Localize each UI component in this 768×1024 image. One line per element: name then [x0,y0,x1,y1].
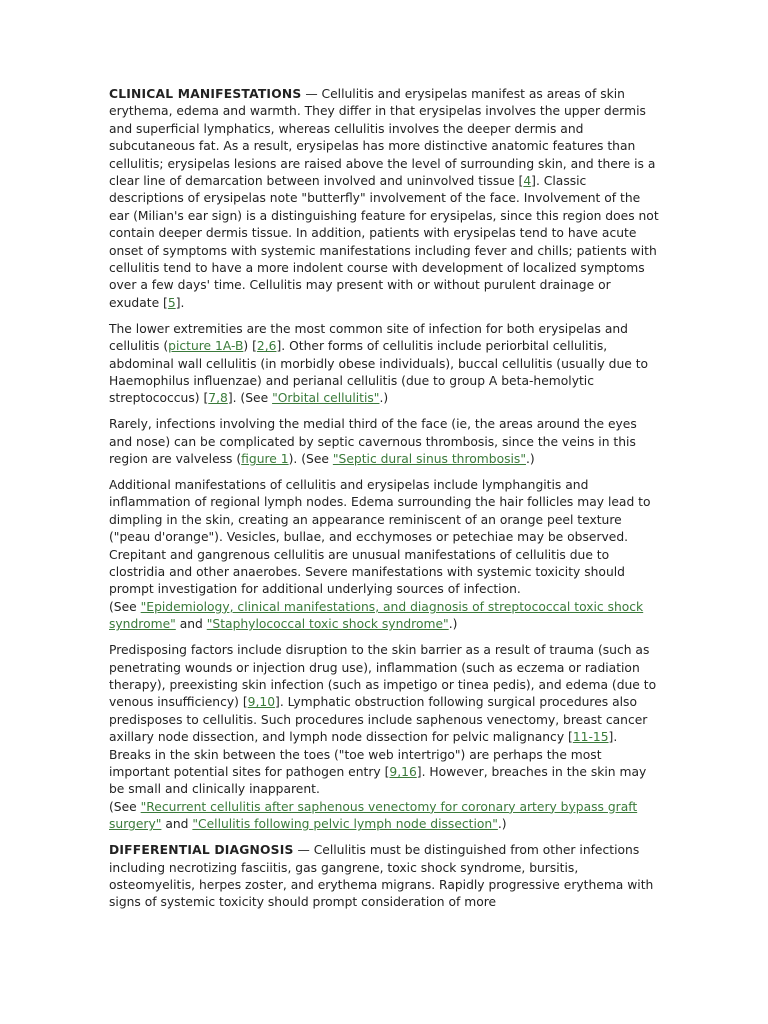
reference-link[interactable]: "Septic dural sinus thrombosis" [332,452,526,467]
reference-link[interactable]: 9,16 [389,765,417,780]
body-text: and [175,617,207,632]
body-text: .) [448,617,458,632]
body-text: Additional manifestations of cellulitis and erysipelas include lymphangitis and inflammation of regional lymph nodes. Edema surrounding the hair follicles may lead to dimpling in the skin, creating an appearance reminiscent of an orange peel texture ("peau d'orange"). Vesicles, bullae, and ecchymoses or petechiae may be observed. Crepitant and gangrenous cellulitis are unusual manifestations of cellulitis due to clostridia and other anaerobes. Severe manifestations with systemic toxicity should prompt investigation for additional underlying sources of infection. [109,478,651,597]
body-text: — Cellulitis must be distinguished from other infections including necrotizing fasciitis, gas gangrene, toxic shock syndrome, bursitis, osteomyelitis, herpes zoster, and erythema migrans. Rapidly progressive erythema with signs of systemic toxicity should prompt consideration of more [109,843,654,910]
body-text: ]. (See [227,391,273,406]
body-text: ). (See [288,452,333,467]
paragraph-differential-diagnosis [109,842,661,912]
body-text: .) [525,452,535,467]
reference-link[interactable]: 5 [167,295,176,310]
body-text: and [161,817,193,832]
body-text: .) [497,817,507,832]
body-text: ]. Lymphatic obstruction following surgical procedures also predisposes to cellulitis. Such procedures include saphenous venectomy, breast cancer axillary node dissection, and lymph node dissection for pelvic malignancy [ [109,695,648,745]
reference-link[interactable]: 9,10 [247,695,276,710]
paragraph-clinical-manifestations [109,86,661,312]
body-text: The lower extremities are the most common site of infection for both erysipelas and cellulitis ( [109,321,628,354]
reference-link[interactable]: "Recurrent cellulitis after saphenous venectomy for coronary artery bypass graft surgery" [109,799,638,832]
section-heading: DIFFERENTIAL DIAGNOSIS [109,843,294,858]
reference-link[interactable]: "Staphylococcal toxic shock syndrome" [206,617,449,632]
body-text: .) [379,391,389,406]
paragraph-face-infections [109,416,661,468]
body-text: ]. However, breaches in the skin may be small and clinically inapparent. [109,765,647,797]
body-text: ]. [175,295,185,310]
body-text: ]. Classic descriptions of erysipelas note "butterfly" involvement of the face. Involvement of the ear (Milian's ear sign) is a distinguishing feature for erysipelas, since this region does not contain deeper dermis tissue. In addition, patients with erysipelas tend to have acute onset of symptoms with systemic manifestations including fever and chills; patients with cellulitis tend to have a more indolent course with development of localized symptoms over a few days' time. Cellulitis may present with or without purulent drainage or exudate [ [109,174,659,310]
paragraph-additional-manifestations [109,477,661,634]
reference-link[interactable]: 11-15 [572,730,609,745]
body-text: ]. Breaks in the skin between the toes ("toe web intertrigo") are perhaps the most important potential sites for pathogen entry [ [109,730,618,780]
reference-link[interactable]: "Orbital cellulitis" [272,391,380,406]
body-text: ) [ [243,339,257,354]
reference-link[interactable]: "Cellulitis following pelvic lymph node dissection" [192,817,498,832]
body-text: (See [109,599,141,614]
document-body [109,86,661,920]
paragraph-predisposing-factors [109,642,661,833]
body-text: Predisposing factors include disruption to the skin barrier as a result of trauma (such as penetrating wounds or injection drug use), inflammation (such as eczema or radiation therapy), preexisting skin infection (such as impetigo or tinea pedis), and edema (due to venous insufficiency) [ [109,643,657,710]
body-text: (See [109,799,141,814]
section-heading: CLINICAL MANIFESTATIONS [109,87,302,101]
body-text: Rarely, infections involving the medial third of the face (ie, the areas around the eyes and nose) can be complicated by septic cavernous thrombosis, since the veins in this region are valveless ( [109,417,637,467]
body-text: — Cellulitis and erysipelas manifest as areas of skin erythema, edema and warmth. They differ in that erysipelas involves the upper dermis and superficial lymphatics, whereas cellulitis involves the deeper dermis and subcutaneous fat. As a result, erysipelas has more distinctive anatomic features than cellulitis; erysipelas lesions are raised above the level of surrounding skin, and there is a clear line of demarcation between involved and uninvolved tissue [ [109,87,656,189]
paragraph-lower-extremities [109,321,661,408]
reference-link[interactable]: figure 1 [241,452,289,467]
reference-link[interactable]: "Epidemiology, clinical manifestations, and diagnosis of streptococcal toxic shock syndrome" [109,599,644,632]
reference-link[interactable]: 4 [523,174,532,189]
body-text: ]. Other forms of cellulitis include periorbital cellulitis, abdominal wall cellulitis (in morbidly obese individuals), buccal cellulitis (usually due to Haemophilus influenzae) and perianal cellulitis (due to group A beta-hemolytic streptococcus) [ [109,339,649,406]
reference-link[interactable]: 2,6 [256,339,277,354]
reference-link[interactable]: picture 1A-B [168,339,244,354]
reference-link[interactable]: 7,8 [208,391,228,406]
